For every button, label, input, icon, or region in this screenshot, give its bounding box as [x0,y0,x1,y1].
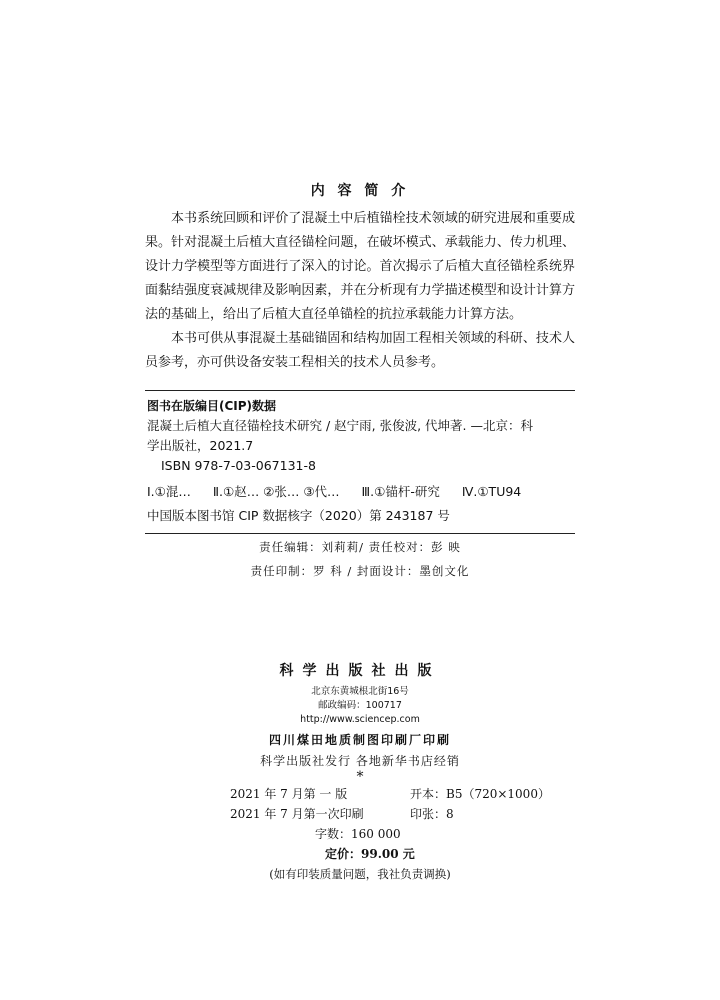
publisher-name: 科学出版社出版 [279,663,441,679]
intro-paragraph-2: 本书可供从事混凝土基础锚固和结构加固工程相关领域的科研、技术人员参考，亦可供设备安装工程相关的技术人员参考。 [145,331,575,370]
cip-top-rule [145,390,575,391]
cip-bottom-rule [145,533,575,534]
cip-heading: 图书在版编目(CIP)数据 [147,399,277,413]
cip-classifications [147,482,575,502]
book-format: 开本：B5（720×1000） [410,787,550,801]
edition-date: 2021 年 7 月第 一 版 [230,787,348,801]
cip-entry-line-1: 混凝土后植大直径锚栓技术研究 / 赵宁雨, 张俊波, 代坤著. —北京：科 [147,418,533,433]
printed-sheets: 印张：8 [410,807,454,821]
credits-line-2: 责任印制：罗 科 / 封面设计：墨创文化 [250,564,470,578]
printer-name: 四川煤田地质制图印刷厂印刷 [268,733,451,747]
edition-block [230,784,560,864]
publisher-postcode: 邮政编码：100717 [318,700,402,711]
price: 定价：99.00 元 [325,847,415,861]
quality-note: (如有印装质量问题，我社负责调换) [269,867,451,881]
cip-entry-line-2: 学出版社，2021.7 [147,438,254,453]
cip-record-number: 中国版本图书馆 CIP 数据核字（2020）第 243187 号 [147,508,450,523]
intro-paragraph-1: 本书系统回顾和评价了混凝土中后植锚栓技术领域的研究进展和重要成果。针对混凝土后植大直径锚栓问题，在破坏模式、承载能力、传力机理、设计力学模型等方面进行了深入的讨论。首次揭示了后植大直径锚栓系统界面黏结强度衰减规律及影响因素，并在分析现有力学描述模型和设计计算方法的基础上，给出了后植大直径单锚栓的抗拉承载能力计算方法。 [145,211,575,322]
cip-class-1: Ⅰ.①混… [147,484,191,499]
intro-heading: 内 容 简 介 [310,183,410,199]
credits [0,535,720,583]
cip-isbn: ISBN 978-7-03-067131-8 [161,458,316,473]
publisher-url: http://www.sciencep.com [300,714,420,725]
distribution-line: 科学出版社发行 各地新华书店经销 [260,754,460,768]
publisher-block [0,660,720,785]
cip-block [147,396,575,526]
printing-date: 2021 年 7 月第一次印刷 [230,807,364,821]
intro-section [145,207,575,375]
cip-class-2: Ⅱ.①赵… ②张… ③代… [212,484,340,499]
cip-class-4: Ⅳ.①TU94 [461,484,522,499]
publisher-address: 北京东黄城根北街16号 [311,686,409,697]
cip-class-3: Ⅲ.①锚杆-研究 [361,484,440,499]
credits-line-1: 责任编辑：刘莉莉/ 责任校对：彭 映 [259,540,461,554]
word-count: 字数：160 000 [315,827,401,841]
separator-star: * [356,769,364,785]
